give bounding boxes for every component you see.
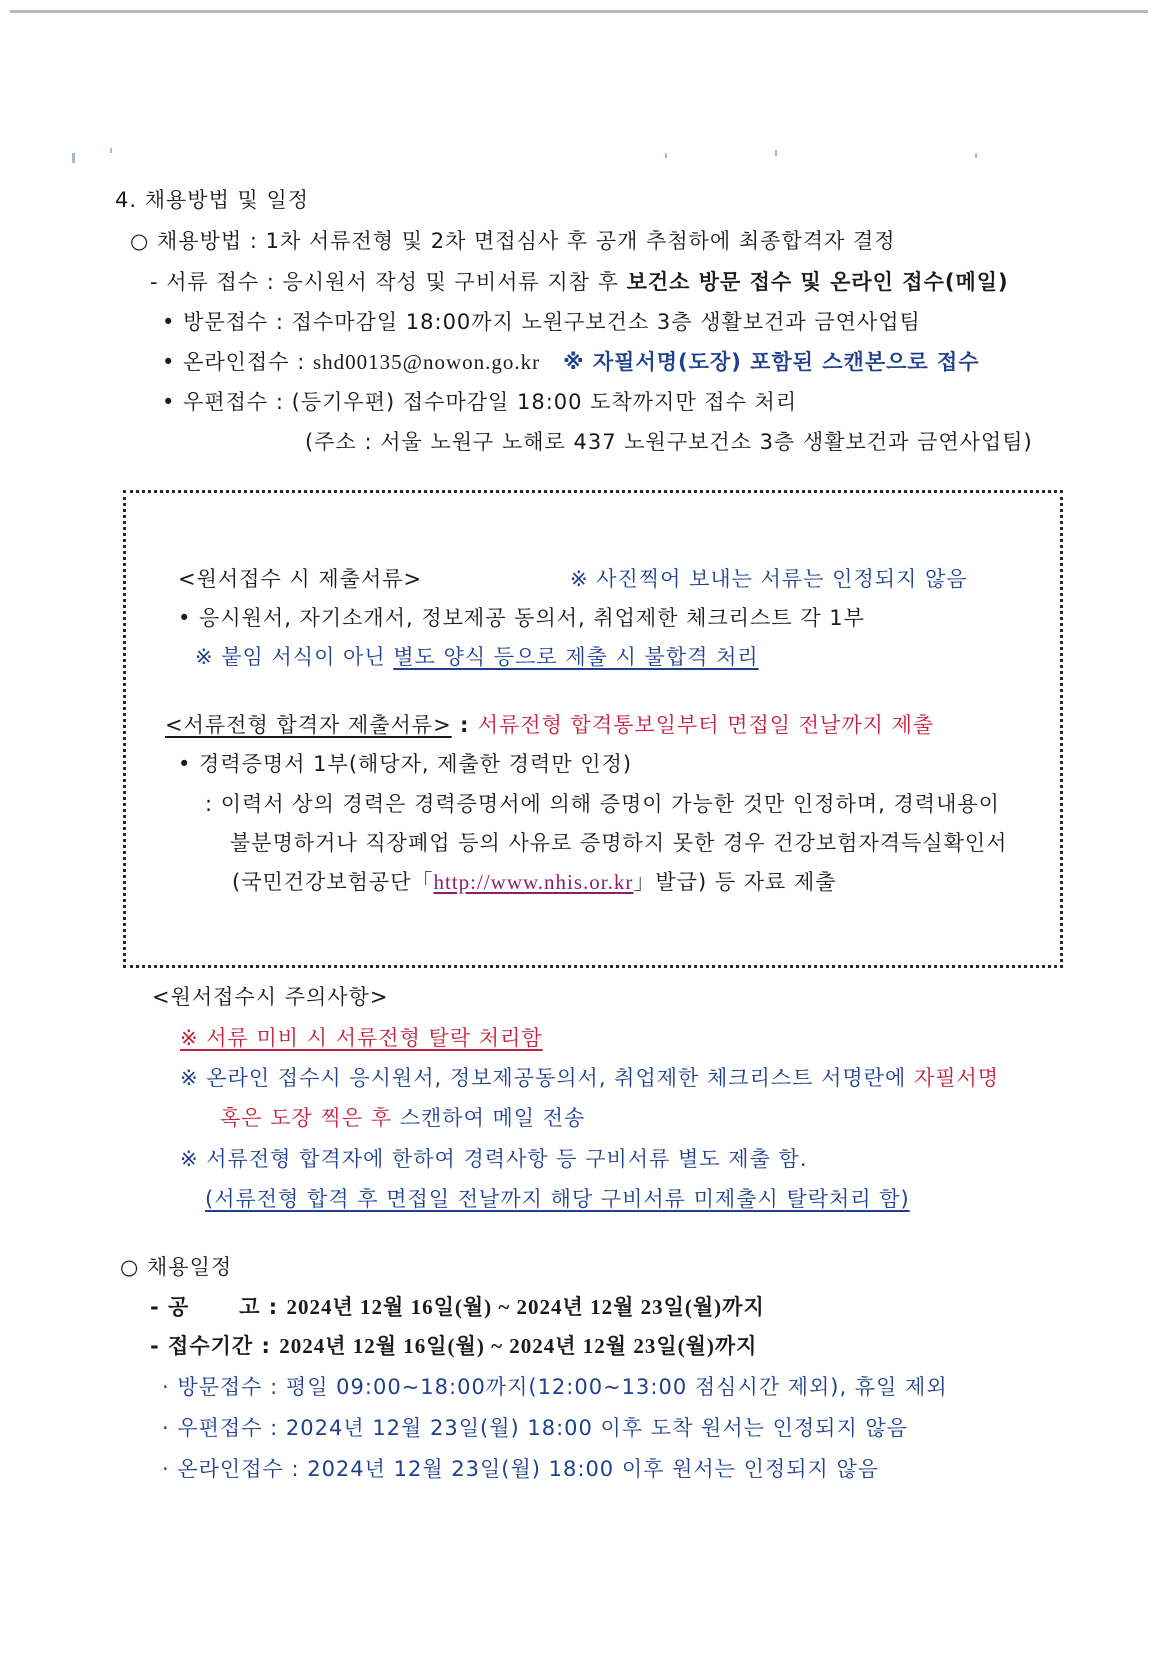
period-value: 2024년 12월 16일(월) ~ 2024년 12월 23일(월)까지 xyxy=(279,1334,758,1358)
form-warning xyxy=(195,643,759,671)
separator: : xyxy=(451,713,478,737)
application-docs-item: • 응시원서, 자기소개서, 정보제공 동의서, 취업제한 체크리스트 각 1부 xyxy=(178,606,865,630)
bullet-icon: • xyxy=(162,310,176,334)
online-label: 온라인접수 xyxy=(183,350,290,374)
scan-speck xyxy=(975,153,977,158)
visit-text: 접수마감일 18:00까지 노원구보건소 3층 생활보건과 금연사업팀 xyxy=(291,310,921,334)
caution-online-cont xyxy=(220,1104,585,1132)
mail-text: (등기우편) 접수마감일 18:00 도착까지만 접수 처리 xyxy=(291,390,798,414)
top-rule xyxy=(10,10,1148,13)
schedule-note-visit: · 방문접수 : 평일 09:00~18:00까지(12:00~13:00 점심시간 제외), 휴일 제외 xyxy=(162,1375,948,1399)
bullet-icon: • xyxy=(162,350,176,374)
scan-speck xyxy=(110,148,112,153)
period-line: - 접수기간 : 2024년 12월 16일(월) ~ 2024년 12월 23일(월)까지 xyxy=(150,1334,758,1358)
submission-method: 보건소 방문 접수 및 온라인 접수(메일) xyxy=(626,270,1009,294)
caution-online-signature: 자필서명 xyxy=(913,1066,1000,1090)
caution-online xyxy=(180,1064,999,1092)
cautions-title: <원서접수시 주의사항> xyxy=(152,985,389,1009)
schedule-title-line xyxy=(120,1253,232,1281)
announcement-label: - 공 고 xyxy=(150,1295,261,1319)
nhis-suffix: 」발급) 등 자료 제출 xyxy=(633,870,837,894)
schedule-note-online: · 온라인접수 : 2024년 12월 23일(월) 18:00 이후 원서는 인정되지 않음 xyxy=(162,1457,880,1481)
schedule-note-mail: · 우편접수 : 2024년 12월 23일(월) 18:00 이후 도착 원서는 인정되지 않음 xyxy=(162,1416,908,1440)
scan-speck xyxy=(775,150,777,156)
photo-docs-note: ※ 사진찍어 보내는 서류는 인정되지 않음 xyxy=(570,567,968,591)
passer-docs-detail-1: : 이력서 상의 경력은 경력증명서에 의해 증명이 가능한 것만 인정하며, 경력내용이 xyxy=(205,792,1000,816)
form-warning-prefix: ※ 붙임 서식이 아닌 xyxy=(195,645,394,669)
online-submission-item: • 온라인접수 : shd00135@nowon.go.kr ※ 자필서명(도장) 포함된 스캔본으로 접수 xyxy=(162,350,980,374)
passer-docs-line xyxy=(165,711,934,739)
form-warning-emphasis: 별도 양식 등으로 제출 시 불합격 처리 xyxy=(393,645,759,669)
application-docs-title: <원서접수 시 제출서류> xyxy=(178,567,423,591)
caution-online-text: ※ 온라인 접수시 응시원서, 정보제공동의서, 취업제한 체크리스트 서명란에 xyxy=(180,1066,914,1090)
signature-note: ※ 자필서명(도장) 포함된 스캔본으로 접수 xyxy=(563,350,980,374)
section-title: 4. 채용방법 및 일정 xyxy=(115,188,310,212)
passer-docs-deadline: 서류전형 합격통보일부터 면접일 전날까지 제출 xyxy=(477,713,935,737)
bullet-icon: • xyxy=(162,390,176,414)
announcement-value: 2024년 12월 16일(월) ~ 2024년 12월 23일(월)까지 xyxy=(286,1295,765,1319)
passer-docs-detail-3 xyxy=(232,868,837,896)
nhis-link[interactable]: http://www.nhis.or.kr xyxy=(433,870,634,894)
email-address[interactable]: shd00135@nowon.go.kr xyxy=(312,350,541,374)
method-text: 1차 서류전형 및 2차 면접심사 후 공개 추첨하에 최종합격자 결정 xyxy=(265,229,896,253)
visit-submission-item: • 방문접수 : 접수마감일 18:00까지 노원구보건소 3층 생활보건과 금연사업팀 xyxy=(162,310,921,334)
method-label: 채용방법 xyxy=(157,229,243,253)
schedule-title: 채용일정 xyxy=(147,1255,233,1279)
caution-passer-sub: (서류전형 합격 후 면접일 전날까지 해당 구비서류 미제출시 탈락처리 함) xyxy=(205,1187,910,1211)
passer-docs-detail-2: 불분명하거나 직장폐업 등의 사유로 증명하지 못한 경우 건강보험자격득실확인서 xyxy=(230,831,1008,855)
nhis-prefix: (국민건강보험공단「 xyxy=(232,870,434,894)
mail-label: 우편접수 xyxy=(183,390,269,414)
scan-speck xyxy=(72,153,75,163)
address-line: (주소 : 서울 노원구 노해로 437 노원구보건소 3층 생활보건과 금연사업팀) xyxy=(305,430,1033,454)
method-line: ○ 채용방법 : 1차 서류전형 및 2차 면접심사 후 공개 추첨하에 최종합격자 결정 xyxy=(130,229,896,253)
period-label: - 접수기간 xyxy=(150,1334,254,1358)
caution-scan: 스캔하여 메일 전송 xyxy=(392,1106,586,1130)
scan-speck xyxy=(665,153,667,158)
announcement-line: - 공 고 : 2024년 12월 16일(월) ~ 2024년 12월 23일(월)까지 xyxy=(150,1295,765,1319)
circle-bullet-icon: ○ xyxy=(130,229,150,253)
caution-stamp: 혹은 도장 찍은 후 xyxy=(220,1106,393,1130)
circle-bullet-icon: ○ xyxy=(120,1255,140,1279)
caution-incomplete: ※ 서류 미비 시 서류전형 탈락 처리함 xyxy=(180,1026,543,1050)
passer-docs-item: • 경력증명서 1부(해당자, 제출한 경력만 인정) xyxy=(178,752,633,776)
submission-text: 응시원서 작성 및 구비서류 지참 후 xyxy=(282,270,627,294)
submission-line: - 서류 접수 : 응시원서 작성 및 구비서류 지참 후 보건소 방문 접수 및 온라인 접수(메일) xyxy=(150,270,1009,294)
passer-docs-title: <서류전형 합격자 제출서류> xyxy=(165,713,452,737)
mail-submission-item: • 우편접수 : (등기우편) 접수마감일 18:00 도착까지만 접수 처리 xyxy=(162,390,798,414)
visit-label: 방문접수 xyxy=(183,310,269,334)
submission-prefix: - 서류 접수 xyxy=(150,270,260,294)
caution-passer: ※ 서류전형 합격자에 한하여 경력사항 등 구비서류 별도 제출 함. xyxy=(180,1147,808,1171)
